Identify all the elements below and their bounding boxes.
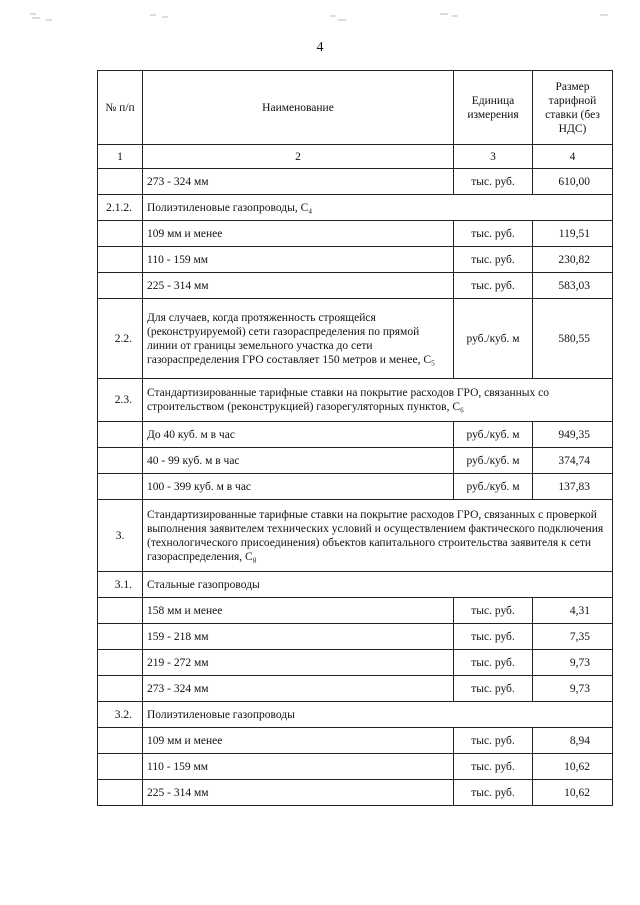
table-row xyxy=(98,422,613,448)
row-name: 225 - 314 мм xyxy=(143,780,454,806)
row-unit: тыс. руб. xyxy=(454,780,533,806)
table-row xyxy=(98,273,613,299)
row-name: Для случаев, когда протяженность строящейся (реконструируемой) сети газораспределения по прямой линии от границы земельного участка до сети газораспределения ГРО составляет 150 метров и менее, С₅ xyxy=(143,299,454,379)
header-rate: Размер тарифной ставки (без НДС) xyxy=(533,71,613,145)
row-rate: 137,83 xyxy=(533,474,613,500)
column-number: 1 xyxy=(98,145,143,169)
row-name: 219 - 272 мм xyxy=(143,650,454,676)
table-row xyxy=(98,598,613,624)
row-number xyxy=(98,169,143,195)
row-number xyxy=(98,273,143,299)
row-name: 159 - 218 мм xyxy=(143,624,454,650)
row-number xyxy=(98,247,143,273)
row-number xyxy=(98,448,143,474)
row-name: 273 - 324 мм xyxy=(143,676,454,702)
table-row xyxy=(98,448,613,474)
table-row xyxy=(98,676,613,702)
row-unit: тыс. руб. xyxy=(454,273,533,299)
section-title: Стандартизированные тарифные ставки на покрытие расходов ГРО, связанных со строительством (реконструкцией) газорегуляторных пунктов, С₆ xyxy=(143,379,613,422)
table-row xyxy=(98,299,613,379)
row-name: 100 - 399 куб. м в час xyxy=(143,474,454,500)
row-unit: тыс. руб. xyxy=(454,650,533,676)
column-number: 3 xyxy=(454,145,533,169)
row-rate: 4,31 xyxy=(533,598,613,624)
row-name: 40 - 99 куб. м в час xyxy=(143,448,454,474)
row-name: 109 мм и менее xyxy=(143,221,454,247)
row-unit: руб./куб. м xyxy=(454,422,533,448)
header-unit: Единица измерения xyxy=(454,71,533,145)
row-unit: тыс. руб. xyxy=(454,169,533,195)
header-name: Наименование xyxy=(143,71,454,145)
row-rate: 9,73 xyxy=(533,676,613,702)
row-unit: тыс. руб. xyxy=(454,624,533,650)
column-number: 4 xyxy=(533,145,613,169)
table-row xyxy=(98,650,613,676)
row-number xyxy=(98,474,143,500)
tariff-table xyxy=(97,70,613,806)
row-rate: 9,73 xyxy=(533,650,613,676)
row-name: 110 - 159 мм xyxy=(143,247,454,273)
page-number: 4 xyxy=(316,40,324,55)
row-name: 225 - 314 мм xyxy=(143,273,454,299)
row-number xyxy=(98,754,143,780)
scan-specks xyxy=(0,8,640,28)
row-name: 109 мм и менее xyxy=(143,728,454,754)
row-number xyxy=(98,422,143,448)
row-rate: 230,82 xyxy=(533,247,613,273)
row-rate: 10,62 xyxy=(533,780,613,806)
table-row xyxy=(98,754,613,780)
table-row xyxy=(98,247,613,273)
section-title: Полиэтиленовые газопроводы, С₄ xyxy=(143,195,613,221)
row-unit: тыс. руб. xyxy=(454,221,533,247)
row-rate: 580,55 xyxy=(533,299,613,379)
row-rate: 7,35 xyxy=(533,624,613,650)
row-rate: 374,74 xyxy=(533,448,613,474)
row-rate: 119,51 xyxy=(533,221,613,247)
section-number: 3.2. xyxy=(98,702,143,728)
header-row xyxy=(98,71,613,145)
row-rate: 10,62 xyxy=(533,754,613,780)
row-name: 273 - 324 мм xyxy=(143,169,454,195)
row-rate: 8,94 xyxy=(533,728,613,754)
section-row xyxy=(98,702,613,728)
column-number-row xyxy=(98,145,613,169)
table-row xyxy=(98,624,613,650)
row-name: До 40 куб. м в час xyxy=(143,422,454,448)
row-number xyxy=(98,650,143,676)
tariff-table-body xyxy=(98,71,613,806)
row-number xyxy=(98,780,143,806)
row-unit: тыс. руб. xyxy=(454,247,533,273)
row-unit: руб./куб. м xyxy=(454,448,533,474)
section-row xyxy=(98,379,613,422)
row-unit: тыс. руб. xyxy=(454,754,533,780)
row-number xyxy=(98,624,143,650)
row-unit: тыс. руб. xyxy=(454,598,533,624)
table-row xyxy=(98,728,613,754)
section-row xyxy=(98,500,613,572)
table-row xyxy=(98,221,613,247)
table-row xyxy=(98,474,613,500)
section-row xyxy=(98,195,613,221)
row-number: 2.2. xyxy=(98,299,143,379)
row-unit: руб./куб. м xyxy=(454,474,533,500)
section-title: Стальные газопроводы xyxy=(143,572,613,598)
table-row xyxy=(98,169,613,195)
row-rate: 583,03 xyxy=(533,273,613,299)
section-number: 2.3. xyxy=(98,379,143,422)
row-number xyxy=(98,676,143,702)
section-title: Полиэтиленовые газопроводы xyxy=(143,702,613,728)
row-unit: тыс. руб. xyxy=(454,676,533,702)
row-number xyxy=(98,221,143,247)
row-number xyxy=(98,598,143,624)
section-number: 3. xyxy=(98,500,143,572)
row-unit: тыс. руб. xyxy=(454,728,533,754)
section-number: 3.1. xyxy=(98,572,143,598)
column-number: 2 xyxy=(143,145,454,169)
row-number xyxy=(98,728,143,754)
section-row xyxy=(98,572,613,598)
row-name: 110 - 159 мм xyxy=(143,754,454,780)
section-title: Стандартизированные тарифные ставки на покрытие расходов ГРО, связанных с проверкой выполнения заявителем технических условий и осуществлением фактического подключения (технологического присоединения) объектов капитального строительства заявителя к сети газораспределения, С₈ xyxy=(143,500,613,572)
row-rate: 949,35 xyxy=(533,422,613,448)
row-rate: 610,00 xyxy=(533,169,613,195)
table-row xyxy=(98,780,613,806)
header-num: № п/п xyxy=(98,71,143,145)
row-name: 158 мм и менее xyxy=(143,598,454,624)
section-number: 2.1.2. xyxy=(98,195,143,221)
row-unit: руб./куб. м xyxy=(454,299,533,379)
